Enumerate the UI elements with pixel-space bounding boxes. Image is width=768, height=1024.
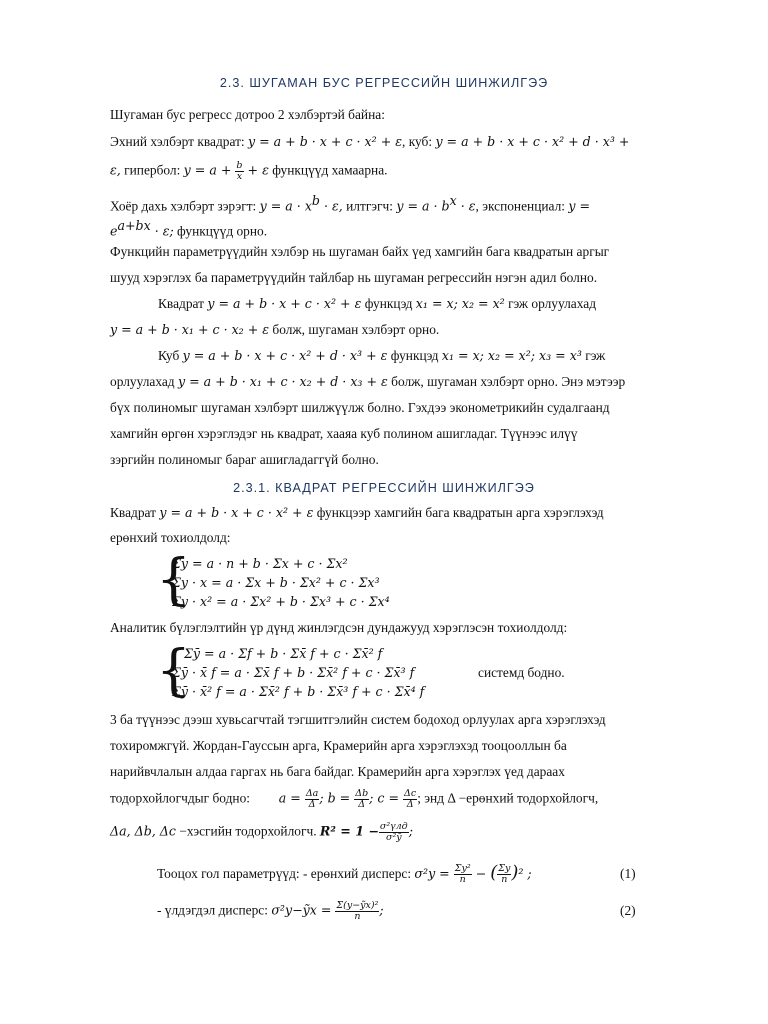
text: функцээр хамгийн бага квадратын арга хэрэглэхэд bbox=[313, 505, 604, 520]
fraction bbox=[354, 789, 369, 810]
paragraph-line bbox=[110, 504, 604, 522]
formula: ; bbox=[408, 823, 413, 839]
text: , куб: bbox=[402, 134, 436, 149]
denominator: n bbox=[354, 911, 361, 922]
fraction bbox=[235, 161, 243, 182]
formula: ; b = bbox=[319, 790, 355, 806]
denominator: Δ bbox=[406, 799, 414, 810]
denominator: Δ bbox=[358, 799, 366, 810]
formula: y = a · b bbox=[396, 198, 450, 214]
exponent: b bbox=[311, 193, 320, 208]
formula: σ²y = bbox=[414, 866, 454, 881]
numerator: Δa bbox=[305, 788, 319, 799]
text: илтгэгч: bbox=[342, 198, 397, 214]
system-equation: Σȳ · x̄² f = a · Σx̄² f + b · Σx̄³ f + c · Σx̄⁴ f bbox=[172, 684, 425, 699]
fraction bbox=[454, 864, 472, 885]
text: −хэсгийн тодорхойлогч. bbox=[175, 823, 320, 839]
denominator: σ²ȳ bbox=[385, 832, 402, 843]
text: гипербол: bbox=[120, 162, 184, 178]
denominator: n bbox=[459, 874, 466, 886]
numerator: b bbox=[236, 160, 243, 171]
exponent: a+bx bbox=[117, 218, 151, 233]
formula: ε, bbox=[110, 162, 121, 178]
equation-number: (2) bbox=[620, 903, 636, 918]
formula: a = bbox=[278, 790, 305, 806]
paragraph-line: Тооцох гол параметрүүд: - ерөнхий дисперс: σ²y = $\frac{\text{Σy²}}{n}$ − ( $\frac{\Sigma y}{n}$ )² ; bbox=[157, 862, 532, 886]
numerator: Δc bbox=[404, 788, 417, 799]
text: Хоёр дахь хэлбэрт зэрэгт: bbox=[110, 198, 260, 214]
numerator: Δb bbox=[355, 788, 369, 799]
formula: y = a · x bbox=[259, 198, 312, 214]
text: болж, шугаман хэлбэрт орно. Энэ мэтээр bbox=[387, 374, 626, 389]
formula: R² = 1 − bbox=[319, 823, 379, 839]
paragraph-line: хамгийн өргөн хэрэглэдэг нь квадрат, хааяа куб полином ашигладаг. Түүнээс илүү bbox=[110, 426, 578, 441]
paragraph-line bbox=[158, 295, 596, 313]
formula: y = bbox=[568, 198, 591, 214]
system-equation: Σȳ · x̄ f = a · Σx̄ f + b · Σx̄² f + c · Σx̄³ f bbox=[172, 665, 415, 680]
text: Квадрат bbox=[110, 505, 160, 520]
formula: · ε bbox=[456, 198, 476, 214]
text: функцэд bbox=[387, 348, 442, 363]
text: тодорхойлогчдыг бодно: bbox=[110, 790, 251, 806]
formula: y = a + b · x + c · x² + ε bbox=[248, 134, 403, 149]
formula: + ε bbox=[243, 162, 269, 178]
paragraph-line bbox=[110, 161, 388, 182]
formula: · ε, bbox=[319, 198, 343, 214]
formula: Δa, Δb, Δc bbox=[110, 823, 176, 839]
formula: y = a + b · x + c · x² + d · x³ + bbox=[435, 134, 630, 149]
numerator: Σ(y−ỹx)² bbox=[336, 900, 379, 911]
paragraph-line: бүх полиномыг шугаман хэлбэрт шилжүүлж болно. Гэхдээ эконометрикийн судалгаанд bbox=[110, 400, 610, 415]
subsection-heading: 2.3.1. КВАДРАТ РЕГРЕССИЙН ШИНЖИЛГЭЭ bbox=[233, 481, 535, 495]
denominator: n bbox=[501, 874, 508, 886]
denominator: x bbox=[236, 171, 243, 182]
paragraph-line: Аналитик бүлэглэлтийн үр дүнд жинлэгдсэн дундажууд хэрэглэсэн тохиолдолд: bbox=[110, 620, 568, 635]
paragraph-line: нарийвчлалын алдаа гаргах нь бага байдаг. Крамерийн арга хэрэглэх үед дараах bbox=[110, 764, 565, 779]
formula: σ²y−ỹx = bbox=[271, 902, 336, 918]
fraction bbox=[379, 822, 409, 843]
section-heading: 2.3. ШУГАМАН БУС РЕГРЕССИЙН ШИНЖИЛГЭЭ bbox=[219, 76, 549, 90]
paragraph-line bbox=[110, 192, 590, 215]
text: гэж орлуулахад bbox=[504, 296, 597, 311]
paragraph-line bbox=[157, 901, 384, 922]
text: Тооцох гол параметрүүд: - ерөнхий дисперс: bbox=[157, 866, 415, 881]
left-brace: { bbox=[156, 547, 191, 611]
denominator: Δ bbox=[308, 799, 316, 810]
system-equation: Σy · x = a · Σx + b · Σx² + c · Σx³ bbox=[172, 575, 380, 590]
paragraph-line bbox=[110, 822, 413, 843]
text: , экспоненциал: bbox=[475, 198, 569, 214]
fraction bbox=[335, 901, 379, 922]
formula: y = a + b · x₁ + c · x₂ + d · x₃ + ε bbox=[177, 374, 388, 389]
numerator: Σy bbox=[498, 863, 511, 875]
formula: y = a + b · x₁ + c · x₂ + ε bbox=[110, 322, 270, 337]
paragraph-line bbox=[158, 347, 605, 365]
paragraph-line bbox=[110, 217, 267, 240]
left-brace: { bbox=[156, 638, 191, 702]
text: ; энд Δ −ерөнхий тодорхойлогч, bbox=[417, 790, 599, 806]
system-equation: Σy · x² = a · Σx² + b · Σx³ + c · Σx⁴ bbox=[172, 594, 390, 609]
text: функцүүд хамаарна. bbox=[268, 162, 388, 178]
formula: y = a + b · x + c · x² + d · x³ + ε bbox=[182, 348, 388, 363]
formula: − bbox=[471, 866, 491, 881]
formula: ² ; bbox=[518, 866, 532, 881]
paragraph-line: зэргийн полиномыг бараг ашигладаггүй болно. bbox=[110, 452, 379, 467]
paragraph-line bbox=[110, 373, 625, 391]
system-equation: Σȳ = a · Σf + b · Σx̄ f + c · Σx̄² f bbox=[184, 646, 383, 661]
formula: ; c = bbox=[369, 790, 404, 806]
paragraph-line bbox=[110, 321, 439, 339]
formula: ; bbox=[379, 902, 384, 918]
text: Эхний хэлбэрт квадрат: bbox=[110, 134, 248, 149]
paragraph-line: тохиромжгүй. Жордан-Гауссын арга, Крамерийн арга хэрэглэхэд тооцооллын ба bbox=[110, 738, 567, 753]
formula: · ε; bbox=[150, 223, 174, 239]
text: - үлдэгдэл дисперс: bbox=[157, 902, 272, 918]
paragraph-line: системд бодно. bbox=[478, 665, 565, 680]
text: Куб bbox=[158, 348, 183, 363]
numerator: σ²үлд bbox=[379, 821, 408, 832]
paragraph-line: Функцийн параметрүүдийн хэлбэр нь шугаман байх үед хамгийн бага квадратын аргыг bbox=[110, 244, 610, 259]
paragraph-line bbox=[110, 789, 598, 810]
fraction bbox=[497, 864, 511, 885]
text: функцэд bbox=[361, 296, 416, 311]
text: Квадрат bbox=[158, 296, 208, 311]
formula: y = a + b · x + c · x² + ε bbox=[207, 296, 362, 311]
numerator: Σy² bbox=[454, 863, 471, 875]
fraction bbox=[403, 789, 417, 810]
text: функцүүд орно. bbox=[173, 223, 268, 239]
fraction bbox=[305, 789, 320, 810]
text: болж, шугаман хэлбэрт орно. bbox=[269, 322, 440, 337]
formula: e bbox=[110, 223, 118, 239]
system-equation: Σy = a · n + b · Σx + c · Σx² bbox=[172, 556, 348, 571]
text: орлуулахад bbox=[110, 374, 178, 389]
paragraph-line bbox=[110, 133, 629, 151]
paragraph-line: ерөнхий тохиолдолд: bbox=[110, 530, 231, 545]
paragraph-line: шууд хэрэглэх ба параметрүүдийн тайлбар нь шугаман регрессийн нэгэн адил болно. bbox=[110, 270, 598, 285]
paragraph-line: Шугаман бус регресс дотроо 2 хэлбэртэй байна: bbox=[110, 107, 385, 122]
formula: x₁ = x; x₂ = x² bbox=[415, 296, 505, 311]
exponent: x bbox=[449, 193, 457, 208]
formula: y = a + bbox=[183, 162, 236, 178]
formula: x₁ = x; x₂ = x²; x₃ = x³ bbox=[441, 348, 582, 363]
equation-number: (1) bbox=[620, 866, 636, 881]
text: гэж bbox=[581, 348, 606, 363]
formula: y = a + b · x + c · x² + ε bbox=[159, 505, 314, 520]
paragraph-line: 3 ба түүнээс дээш хувьсагчтай тэгшитгэлийн систем бодоход орлуулах арга хэрэглэхэд bbox=[110, 712, 606, 727]
